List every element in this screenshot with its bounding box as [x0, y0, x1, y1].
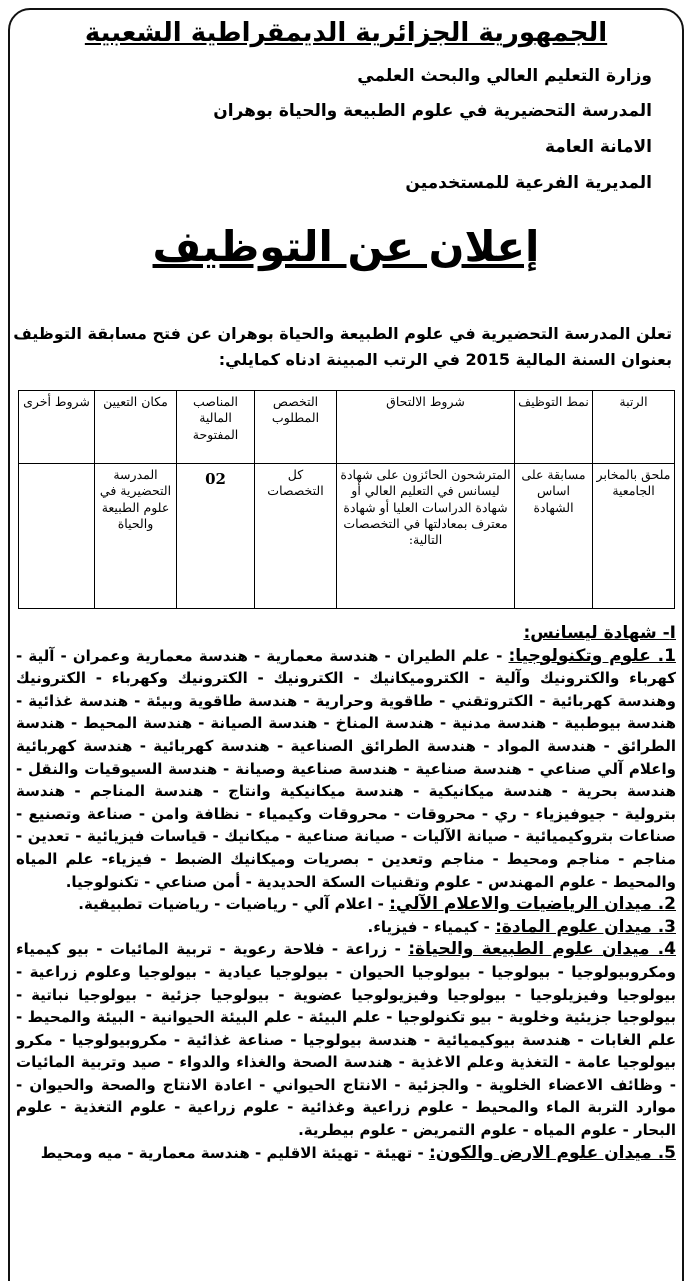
section-5	[16, 1142, 676, 1165]
cell-rank: ملحق بالمخابر الجامعية	[593, 464, 675, 609]
cell-place: المدرسة التحضيرية في علوم الطبيعة والحياة	[95, 464, 177, 609]
school-name: المدرسة التحضيرية في علوم الطبيعة والحياة بوهران	[213, 101, 652, 121]
section-2-text: - اعلام آلي - رياضيات - رياضيات تطبيقية.	[78, 895, 384, 914]
section-2	[16, 893, 676, 916]
header-other: شروط أخرى	[19, 391, 95, 464]
jobs-table	[18, 390, 675, 609]
section-3	[16, 916, 676, 939]
section-1	[16, 645, 676, 894]
table-row	[19, 464, 675, 609]
header-rank: الرتبة	[593, 391, 675, 464]
intro-line-2: بعنوان السنة المالية 2015 في الرتب المبينة ادناه كمايلي:	[218, 350, 672, 369]
ministry-name: وزارة التعليم العالي والبحث العلمي	[357, 66, 652, 86]
licence-heading	[16, 622, 676, 645]
header-place: مكان التعيين	[95, 391, 177, 464]
header-mode: نمط التوظيف	[515, 391, 593, 464]
section-4	[16, 938, 676, 1141]
section-1-text: - علم الطيران - هندسة معمارية - هندسة معمارية وعمران - آلية - كهرباء والكترونيك وآلية - الكتروميكانيك - الكترونيك - الكترونيك وكهرباء - الكترونيك وهندسة كهربائية - الكتروتقني - طاقوية وحرارية - هندسة طاقوية وبيئة - هندسة غذائية - هندسة بيوطبية - هندسة مدنية - هندسة المناخ - هندسة الصيانة - هندسة المحيط - هندسة الطرائق - هندسة المواد - هندسة الطرائق الصناعية - هندسة كهربائية - هندسة كهربائية واعلام آلي صناعي - هندسة صناعية - هندسة صناعية وصيانة - هندسة السيوقيات والنقل - هندسة بحرية - هندسة ميكانيكية - هندسة ميكانيكية وانتاج - هندسة المناجم - هندسة بترولية - جيوفيزياء - ري - محروقات - محروقات وكيمياء - نظافة وامن - صناعة وتصنيع - صناعات بتروكيميائية - صيانة الآليات - صيانة صناعية - ميكانيك - قياسات فيزيائية - تعدين - مناجم - مناجم ومحيط - مناجم وتعدين - بصريات وميكانيك الضبط - فيزياء- علم المياه والمحيط - علوم المهندس - علوم وتقنيات السكة الحديدية - أمن صناعي - تكنولوجيا.	[16, 646, 676, 891]
header-posts: المناصب المالية المفتوحة	[177, 391, 255, 464]
cell-mode: مسابقة على اساس الشهادة	[515, 464, 593, 609]
section-4-text: - زراعة - فلاحة رعوية - تربية المائيات - بيو كيمياء ومكروبيولوجيا - بيولوجيا - بيولوجيا الحيوان - بيولوجيا عيادية - بيولوجيا وعلوم زراعية - بيولوجيا وفيزيلوجيا - بيولوجيا وفيزيولوجيا عضوية - بيولوجيا جزئية - بيولوجيا نباتية - بيولوجيا جزيئية وخلوية - بيو تكنولوجيا - علم البيئة - علم البيئة الحيوانية - البيئة والمحيط - علم الغابات - هندسة بيوكيميائية - هندسة بيولوجيا - صناعة غذائية - مكروبيولوجيا - مكرو بيولوجيا عامة - التغذية وعلم الاغذية - هندسة الصحة والغذاء والدواء - صيد وتربية المائيات - وظائف الاعضاء الخلوية - والجزئية - الانتاج الحيواني - اعادة الانتاج والصحة والحيوان - موارد التربة الماء والمحيط - علوم زراعية وغذائية - علوم زراعية - علوم التغذية - علوم البحار - علوم المياه - علوم التمريض - علوم بيطرية.	[16, 940, 676, 1140]
table-header-row	[19, 391, 675, 464]
licence-sections	[16, 622, 676, 1164]
header-specialty: التخصص المطلوب	[255, 391, 337, 464]
header-conditions: شروط الالتحاق	[337, 391, 515, 464]
section-1-label: 1. علوم وتكنولوجيا:	[508, 645, 676, 666]
secretariat-name: الامانة العامة	[544, 137, 652, 157]
section-2-label: 2. ميدان الرياضيات والاعلام الآلي:	[389, 894, 676, 915]
section-4-label: 4. ميدان علوم الطبيعة والحياة:	[408, 939, 676, 960]
intro-line-1: تعلن المدرسة التحضيرية في علوم الطبيعة والحياة بوهران عن فتح مسابقة التوظيف	[13, 324, 672, 343]
licence-heading-label: I- شهادة ليسانس:	[523, 623, 676, 643]
section-3-label: 3. ميدان علوم المادة:	[495, 916, 676, 937]
announcement-title: إعلان عن التوظيف	[152, 222, 540, 271]
cell-posts: 02	[177, 464, 255, 609]
cell-conditions: المترشحون الحائزون على شهادة ليسانس في التعليم العالي أو شهادة الدراسات العليا أو شهادة معترف بمعادلتها في التخصصات التالية:	[337, 464, 515, 609]
section-5-text: - تهيئة - تهيئة الاقليم - هندسة معمارية - ميه ومحيط	[40, 1143, 424, 1162]
section-3-text: - كيمياء - فيزياء.	[367, 917, 490, 936]
cell-specialty: كل التخصصات	[255, 464, 337, 609]
republic-title: الجمهورية الجزائرية الديمقراطية الشعبية	[84, 18, 608, 48]
section-5-label: 5. ميدان علوم الارض والكون:	[428, 1142, 676, 1163]
directorate-name: المديرية الفرعية للمستخدمين	[405, 173, 652, 193]
cell-other	[19, 464, 95, 609]
